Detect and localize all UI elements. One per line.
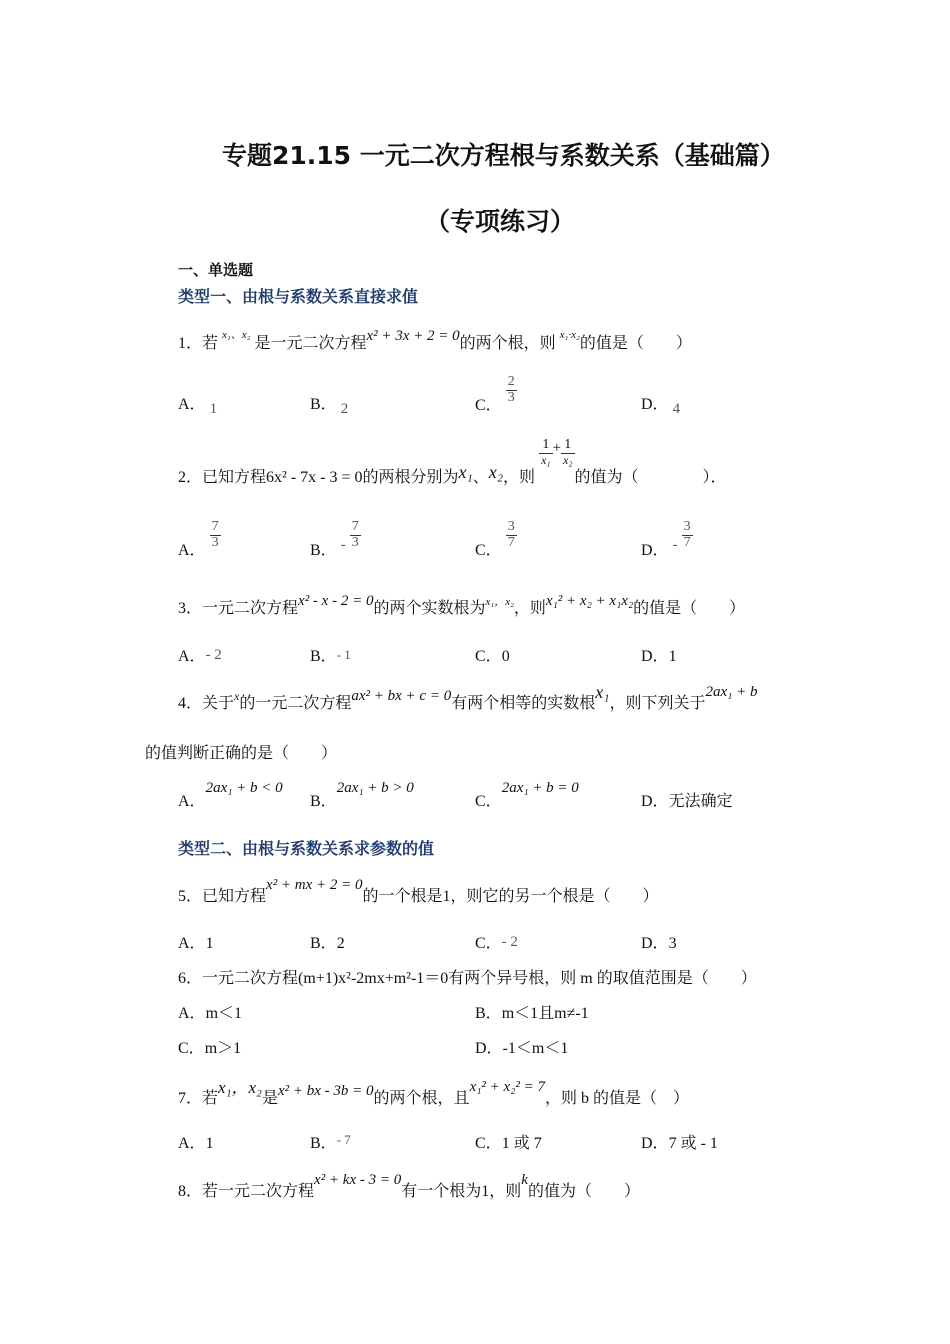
question-text: 是一元二次方程 xyxy=(254,335,367,352)
option-c[interactable]: C．1 或 7 xyxy=(475,1135,542,1152)
option-d[interactable]: D．-1＜m＜1 xyxy=(475,1040,569,1057)
question-5: 5．已知方程x² + mx + 2 = 0的一个根是1，则它的另一个根是（ ） xyxy=(178,877,659,905)
page-subtitle: （专项练习） xyxy=(425,207,576,236)
question-6: 6．一元二次方程(m+1)x²-2mx+m²-1＝0有两个异号根，则 m 的取值范围是（ ） xyxy=(178,970,757,987)
option-a[interactable]: A．2ax₁ + b < 0 xyxy=(178,780,283,810)
option-b[interactable]: B．- 1 xyxy=(310,647,351,665)
question-number: 1． xyxy=(178,335,203,352)
question-8: 8．若一元二次方程x² + kx - 3 = 0有一个根为1，则k的值为（ ） xyxy=(178,1172,640,1200)
option-a[interactable]: A．1 xyxy=(178,935,214,952)
question-text: 若 xyxy=(202,335,219,352)
option-b[interactable]: B．$^{- 7}$ xyxy=(310,1132,351,1152)
question-text: 的值是（ ） xyxy=(579,335,692,352)
option-c[interactable]: C．2ax₁ + b = 0 xyxy=(475,780,579,810)
section-heading: 一、单选题 xyxy=(178,261,254,279)
math-expr: x₁·x₂ xyxy=(559,329,580,341)
question-3: 3．一元二次方程x² - x - 2 = 0的两个实数根为$^{x_1,x_2}$，则x₁² + x₂ + x₁x₂的值是（ ） xyxy=(178,593,746,617)
option-b[interactable]: B． 2 xyxy=(310,396,349,417)
option-a[interactable]: A．- 2 xyxy=(178,647,222,665)
math-expr: x₁、x₂ xyxy=(222,329,251,341)
fraction-sum: $\frac{1}{\text{x₁}}$ xyxy=(541,437,551,467)
option-b[interactable]: B．2ax₁ + b > 0 xyxy=(310,780,414,810)
question-4-continued: 的值判断正确的是（ ） xyxy=(145,745,338,762)
question-4: 4．关于$^x$的一元二次方程ax² + bx + c = 0有两个相等的实数根x₁，则下列关于2ax₁ + b xyxy=(178,682,758,712)
option-d[interactable]: D．7 或 - 1 xyxy=(641,1135,718,1152)
option-a[interactable]: A． 1 xyxy=(178,396,218,417)
option-c[interactable]: C．m＞1 xyxy=(178,1040,242,1057)
option-b[interactable]: B． - $\frac{7}{3}$ xyxy=(310,519,359,559)
option-d[interactable]: D．无法确定 xyxy=(641,793,733,810)
option-b[interactable]: B．2 xyxy=(310,935,345,952)
option-c[interactable]: C．0 xyxy=(475,648,510,665)
question-1 xyxy=(178,330,692,353)
option-d[interactable]: D． 4 xyxy=(641,396,681,417)
type-heading-1: 类型一、由根与系数关系直接求值 xyxy=(178,287,419,306)
question-text: 的两个根，则 xyxy=(459,335,556,352)
question-2: 2．已知方程6x² - 7x - 3 = 0的两根分别为x₁、x₂，则 $\frac{1}{\text{x₁}}$ + $\frac{1}{\text{x₂}}$ 的值为（ ）． xyxy=(178,437,727,486)
question-7: 7．若x₁，x₂是x² + bx - 3b = 0的两个根，且x₁² + x₂² = 7，则 b 的值是（ ） xyxy=(178,1078,690,1107)
option-c[interactable]: C．- 2 xyxy=(475,934,518,952)
option-a[interactable]: A．1 xyxy=(178,1135,214,1152)
option-d[interactable]: D． - $\frac{3}{7}$ xyxy=(641,519,691,559)
option-d[interactable]: D．3 xyxy=(641,935,677,952)
math-expr: x² + 3x + 2 = 0 xyxy=(366,328,460,344)
option-a[interactable]: A． $\frac{7}{3}$ xyxy=(178,519,219,559)
option-c[interactable]: C． $\frac{3}{7}$ xyxy=(475,519,515,559)
option-b[interactable]: B．m＜1且m≠-1 xyxy=(475,1005,589,1022)
option-d[interactable]: D．1 xyxy=(641,648,677,665)
type-heading-2: 类型二、由根与系数关系求参数的值 xyxy=(178,839,435,858)
option-c[interactable]: C． $\frac{2}{3}$ xyxy=(475,374,515,414)
option-a[interactable]: A．m＜1 xyxy=(178,1005,243,1022)
page-title: 专题21.15 一元二次方程根与系数关系（基础篇） xyxy=(222,141,785,170)
